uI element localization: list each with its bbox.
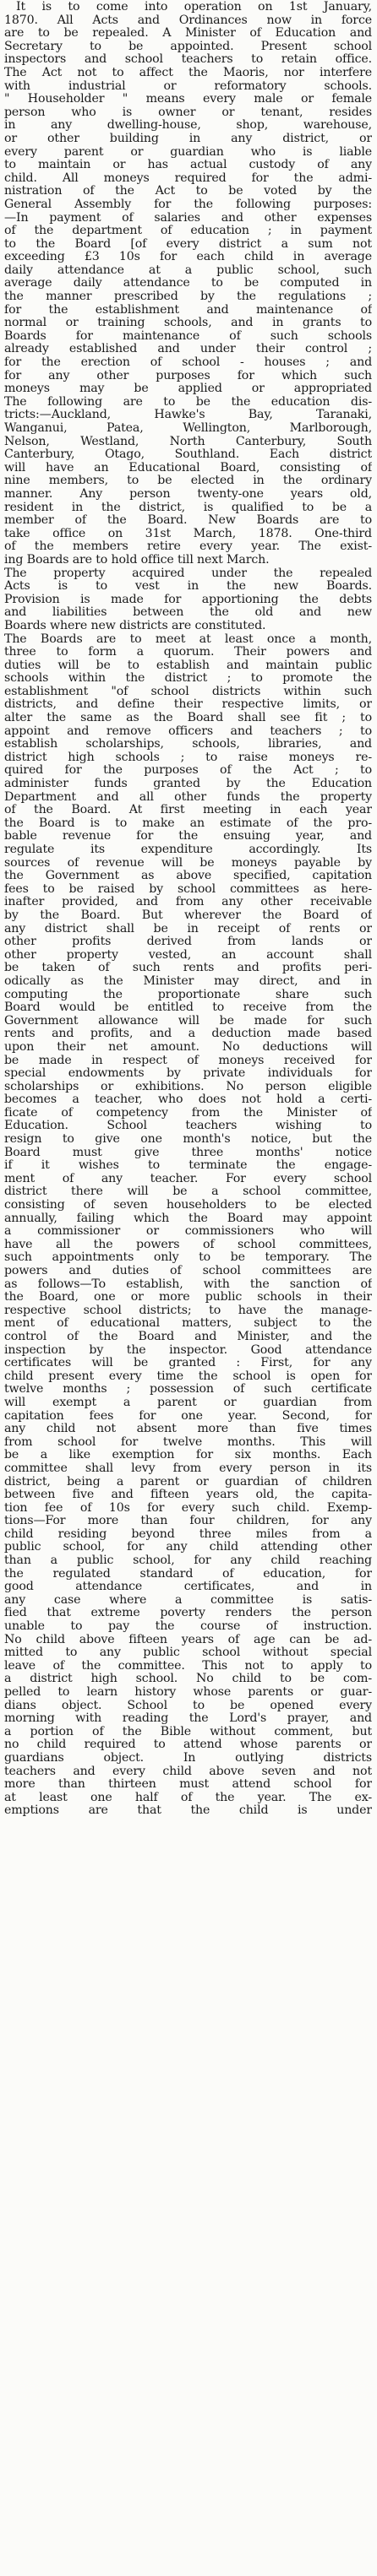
article-line: will have an Educational Board, consisting of — [4, 461, 372, 475]
article-line: sources of revenue will be moneys payable by — [4, 856, 372, 870]
article-line: guardians object. In outlying districts — [4, 1751, 372, 1765]
article-line: of the Board. At first meeting in each year — [4, 804, 372, 817]
article-line: becomes a teacher, who does not hold a certi- — [4, 1093, 372, 1107]
article-line: any district shall be in receipt of rents or — [4, 922, 372, 935]
article-line: be made in respect of moneys received for — [4, 1054, 372, 1067]
article-line: dians object. School to be opened every — [4, 1699, 372, 1712]
article-line: public school, for any child attending other — [4, 1541, 372, 1554]
article-line: for any other purposes for which such — [4, 369, 372, 382]
article-line: Education. School teachers wishing to — [4, 1120, 372, 1133]
article-line: Canterbury, Otago, Southland. Each district — [4, 448, 372, 462]
article-line: normal or training schools, and in grants to — [4, 317, 372, 330]
article-line: the Board, one or more public schools in their — [4, 1291, 372, 1304]
article-line: annually, failing which the Board may appoint — [4, 1212, 372, 1225]
article-line: a commissioner or commissioners who will — [4, 1225, 372, 1239]
article-line: General Assembly for the following purposes: — [4, 198, 372, 211]
article-line: have all the powers of school committees, — [4, 1238, 372, 1251]
article-line: child residing beyond three miles from a — [4, 1527, 372, 1541]
article-line: resident in the district, is qualified to be a — [4, 501, 372, 514]
article-line: moneys may be applied or appropriated — [4, 382, 372, 396]
article-line: from school for twelve months. This will — [4, 1435, 372, 1449]
article-line: already established and under their control ; — [4, 343, 372, 356]
article-line: ment of any teacher. For every school — [4, 1172, 372, 1185]
article-line: powers and duties of school committees are — [4, 1265, 372, 1277]
article-line: Provision is made for apportioning the debts — [4, 593, 372, 606]
article-line: at least one half of the year. The ex- — [4, 1791, 372, 1804]
article-line: inspectors and school teachers to retain office. — [4, 53, 372, 67]
article-line: if it wishes to terminate the engage- — [4, 1159, 372, 1173]
article-line: The property acquired under the repealed — [4, 567, 372, 580]
article-line: committee shall levy from every person in its — [4, 1462, 372, 1475]
article-line: between five and fifteen years old, the capita- — [4, 1489, 372, 1502]
article-line: district, being a parent or guardian of children — [4, 1475, 372, 1489]
article-line: Secretary to be appointed. Present school — [4, 40, 372, 53]
article-line: tions—For more than four children, for any — [4, 1515, 372, 1528]
article-line: child. All moneys required for the admi- — [4, 171, 372, 185]
article-line: other property vested, an account shall — [4, 948, 372, 962]
article-line: such appointments only to be temporary. The — [4, 1251, 372, 1265]
article-line: a district high school. No child to be com- — [4, 1673, 372, 1686]
article-line: Board must give three months' notice — [4, 1146, 372, 1159]
article-line: every parent or guardian who is liable — [4, 145, 372, 159]
article-line: district there will be a school committee, — [4, 1185, 372, 1199]
article-line: —In payment of salaries and other expenses — [4, 211, 372, 225]
article-line: control of the Board and Minister, and the — [4, 1330, 372, 1343]
article-line: Department and all other funds the property — [4, 790, 372, 804]
article-line: three to form a quorum. Their powers and — [4, 646, 372, 659]
article-line: It is to come into operation on 1st January, — [16, 1, 372, 14]
article-line: alter the same as the Board shall see fit ; to — [4, 712, 372, 725]
article-line: duties will be to establish and maintain public — [4, 659, 372, 672]
article-line: administer funds granted by the Education — [4, 778, 372, 791]
article-line: fied that extreme poverty renders the person — [4, 1607, 372, 1620]
article-line: no child required to attend whose parents or — [4, 1738, 372, 1752]
article-line: The following are to be the education dis- — [4, 395, 372, 409]
article-line: or other building in any district, or — [4, 132, 372, 145]
article-line: upon their net amount. No deductions will — [4, 1040, 372, 1054]
article-line: will exempt a parent or guardian from — [4, 1396, 372, 1409]
article-line: odically as the Minister may direct, and in — [4, 974, 372, 988]
article-line: and liabilities between the old and new — [4, 606, 372, 620]
article-line: 1870. All Acts and Ordinances now in force — [4, 14, 372, 27]
article-line: any case where a committee is satis- — [4, 1593, 372, 1607]
article-line: establish scholarships, schools, libraries, and — [4, 738, 372, 751]
article-line: emptions are that the child is under — [4, 1804, 372, 1818]
article-line: capitation fees for one year. Second, for — [4, 1409, 372, 1423]
article-line: pelled to learn history whose parents or guar- — [4, 1686, 372, 1699]
article-line: daily attendance at a public school, such — [4, 263, 372, 277]
article-line: the Government as above specified, capitation — [4, 870, 372, 883]
article-line: morning with reading the Lord's prayer, and — [4, 1712, 372, 1726]
article-line: Acts is to vest in the new Boards. — [4, 580, 372, 594]
article-line: tricts:—Auckland, Hawke's Bay, Taranaki, — [4, 409, 372, 422]
article-line: good attendance certificates, and in — [4, 1581, 372, 1594]
article-column — [4, 1, 372, 1818]
article-line: by the Board. But wherever the Board of — [4, 908, 372, 922]
article-line: consisting of seven householders to be elected — [4, 1199, 372, 1212]
article-line: to the Board [of every district a sum not — [4, 237, 372, 251]
article-line: inafter provided, and from any other receivable — [4, 896, 372, 909]
article-line: as follows—To establish, with the sanction of — [4, 1277, 372, 1291]
article-line: are to be repealed. A Minister of Education and — [4, 27, 372, 41]
article-line: other profits derived from lands or — [4, 935, 372, 949]
article-line: ing Boards are to hold office till next March. — [4, 553, 270, 567]
article-line: be a like exemption for six months. Each — [4, 1449, 372, 1462]
article-line: the manner prescribed by the regulations ; — [4, 290, 372, 304]
article-line: leave of the committee. This not to apply to — [4, 1659, 372, 1673]
article-line: establishment "of school districts within such — [4, 685, 372, 698]
article-line: bable revenue for the ensuing year, and — [4, 830, 372, 843]
article-line: No child above fifteen years of age can be ad- — [4, 1633, 372, 1646]
article-line: any child not absent more than five times — [4, 1423, 372, 1436]
article-line: ment of educational matters, subject to the — [4, 1317, 372, 1331]
article-line: certificates will be granted : First, for any — [4, 1357, 372, 1370]
article-line: person who is owner or tenant, resides — [4, 106, 372, 119]
article-line: be taken of such rents and profits peri- — [4, 962, 372, 975]
article-line: mitted to any public school without special — [4, 1646, 372, 1660]
article-line: for the establishment and maintenance of — [4, 303, 372, 317]
article-line: Government allowance will be made for such — [4, 1014, 372, 1028]
article-line: nistration of the Act to be voted by the — [4, 185, 372, 198]
article-line: nine members, to be elected in the ordinary — [4, 475, 372, 488]
article-line: fees to be raised by school committees as here- — [4, 882, 372, 896]
article-line: of the department of education ; in payment — [4, 225, 372, 238]
article-line: child present every time the school is open for — [4, 1369, 372, 1383]
article-line: quired for the purposes of the Act ; to — [4, 764, 372, 778]
article-line: for the erection of school - houses ; and — [4, 356, 372, 370]
article-line: with industrial or reformatory schools. — [4, 79, 372, 93]
article-line: Boards for maintenance of such schools — [4, 329, 372, 343]
article-line: schools within the district ; to promote the — [4, 672, 372, 686]
article-line: in any dwelling-house, shop, warehouse, — [4, 119, 372, 133]
article-line: tion fee of 10s for every such child. Exemp- — [4, 1501, 372, 1515]
article-line: a portion of the Bible without comment, but — [4, 1725, 372, 1738]
article-line: average daily attendance to be computed in — [4, 277, 372, 290]
article-line: the Board is to make an estimate of the pro- — [4, 816, 372, 830]
article-line: than a public school, for any child reaching — [4, 1554, 372, 1568]
article-line: districts, and define their respective limits, or — [4, 698, 372, 712]
article-line: twelve months ; possession of such certificate — [4, 1383, 372, 1396]
article-line: to maintain or has actual custody of any — [4, 159, 372, 172]
article-line: exceeding £3 10s for each child in average — [4, 251, 372, 264]
article-line: take office on 31st March, 1878. One-third — [4, 527, 372, 540]
article-line: Board would be entitled to receive from the — [4, 1001, 372, 1015]
article-line: rents and profits, and a deduction made based — [4, 1028, 372, 1041]
article-line: respective school districts; to have the manage- — [4, 1304, 372, 1317]
article-line: manner. Any person twenty-one years old, — [4, 487, 372, 501]
article-line: The Boards are to meet at least once a month, — [4, 632, 372, 646]
article-line: scholarships or exhibitions. No person eligible — [4, 1080, 372, 1093]
article-line: of the members retire every year. The exist- — [4, 540, 372, 554]
article-line: member of the Board. New Boards are to — [4, 514, 372, 528]
article-line: resign to give one month's notice, but the — [4, 1133, 372, 1147]
article-line: " Householder " means every male or female — [4, 93, 372, 106]
article-line: Nelson, Westland, North Canterbury, South — [4, 435, 372, 448]
article-line: unable to pay the course of instruction. — [4, 1620, 372, 1634]
article-line: appoint and remove officers and teachers ; to — [4, 724, 372, 738]
article-line: special endowments by private individuals for — [4, 1067, 372, 1081]
article-line: inspection by the inspector. Good attendance — [4, 1343, 372, 1357]
article-line: the regulated standard of education, for — [4, 1567, 372, 1581]
article-line: ficate of competency from the Minister of — [4, 1106, 372, 1120]
article-line: district high schools ; to raise moneys re- — [4, 751, 372, 764]
article-line: The Act not to affect the Maoris, nor interfere — [4, 66, 372, 79]
article-line: Wanganui, Patea, Wellington, Marlborough, — [4, 422, 372, 435]
article-line: teachers and every child above seven and not — [4, 1765, 372, 1778]
article-line: more than thirteen must attend school for — [4, 1778, 372, 1792]
article-line: regulate its expenditure accordingly. Its — [4, 843, 372, 856]
article-line: computing the proportionate share such — [4, 988, 372, 1001]
article-line: Boards where new districts are constituted. — [4, 619, 266, 632]
